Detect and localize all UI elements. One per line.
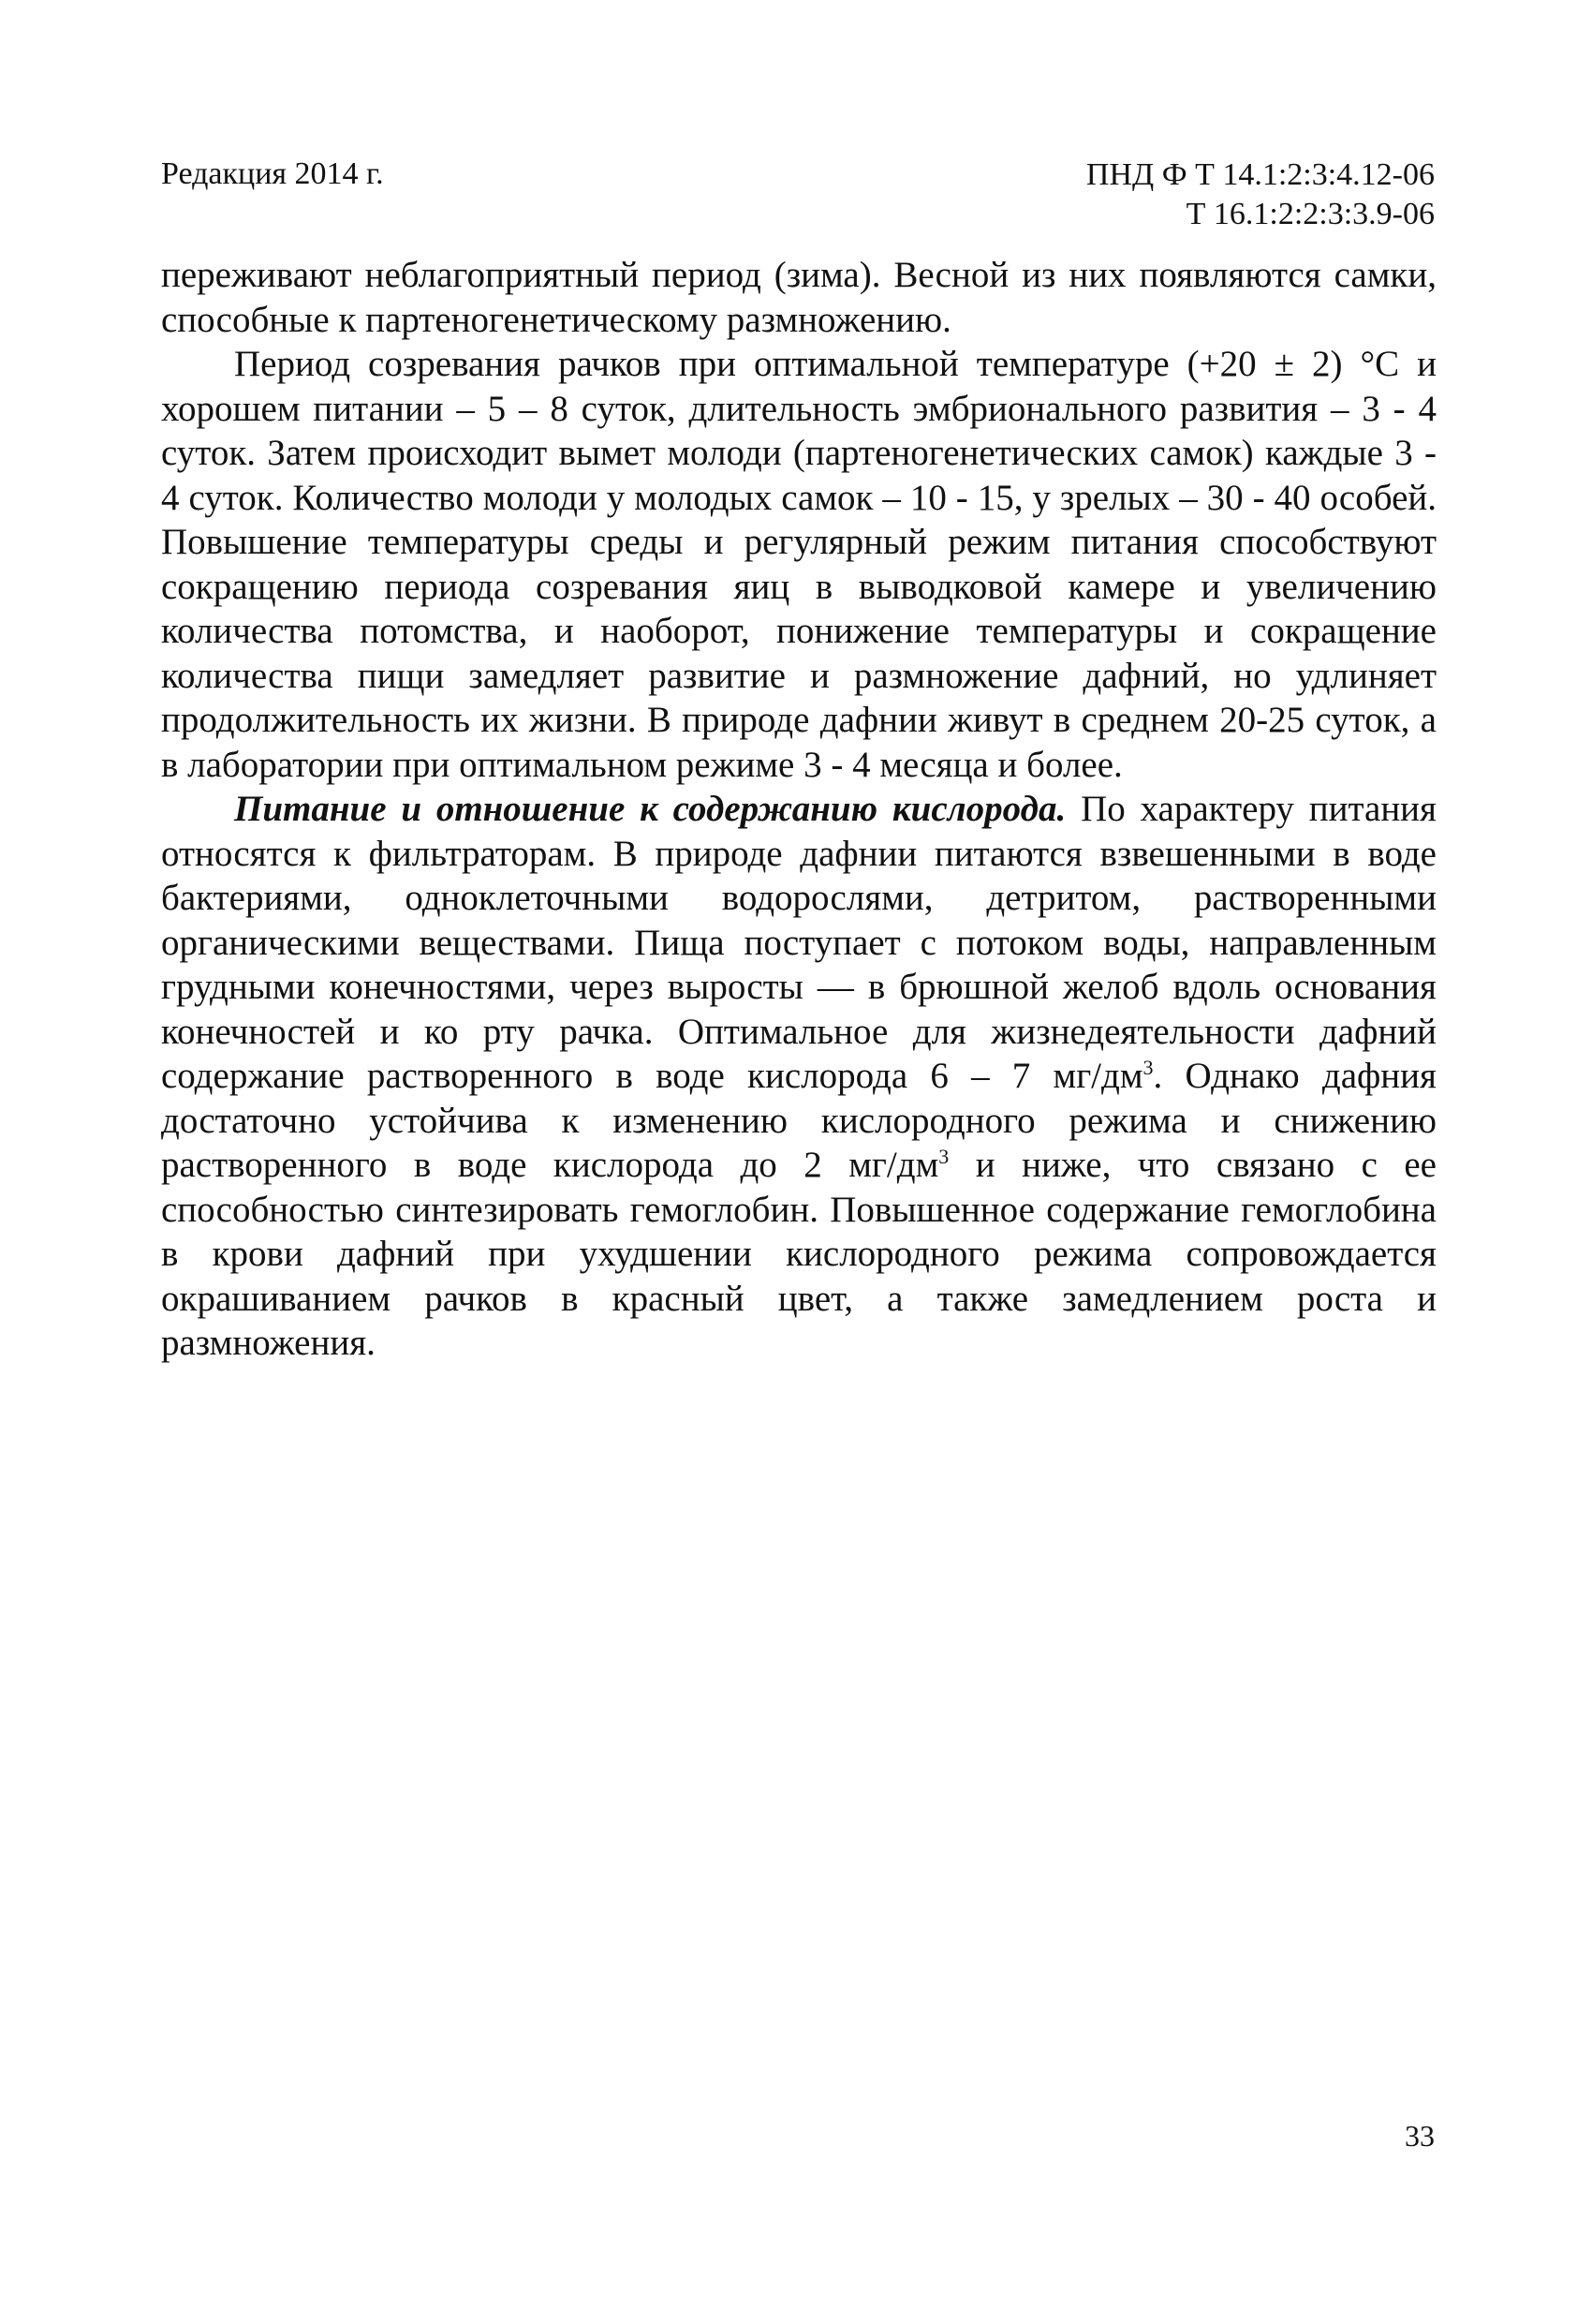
paragraph-continuation: переживают неблагоприятный период (зима). Весной из них появляются самки, способные к партеногенетическому размножению. <box>161 255 1437 340</box>
paragraph-text-part-1: По характеру питания относятся к фильтраторам. В природе дафнии питаются взвешенными в воде бактериями, одноклеточными водорослями, детритом, растворенными органическими веществами. Пища поступает с потоком воды, направленным грудными конечностями, через выросты — в брюшной желоб вдоль основания конечностей и ко рту рачка. Оптимальное для жизнедеятельности дафний содержание растворенного в воде кислорода 6 – 7 мг/дм <box>161 789 1437 1096</box>
page-number: 33 <box>1405 2119 1435 2153</box>
paragraph-text-part-2: . Однако дафния достаточно устойчива к изменению кислородного режима и снижению растворенного в воде кислорода до 2 мг/дм <box>161 1056 1437 1185</box>
superscript-3: 3 <box>938 1145 950 1168</box>
edition-label: Редакция 2014 г. <box>161 156 384 191</box>
paragraph-text-part-3: и ниже, что связано с ее способностью синтезировать гемоглобин. Повышенное содержание гемоглобина в крови дафний при ухудшении кислородного режима сопровождается окрашиванием рачков в красный цвет, а также замедлением роста и размножения. <box>161 1145 1437 1363</box>
section-heading-nutrition: Питание и отношение к содержанию кислорода. <box>234 789 1067 829</box>
superscript-3: 3 <box>1142 1056 1154 1079</box>
paragraph-nutrition-oxygen <box>161 787 1437 1366</box>
paragraph-maturation-period: Период созревания рачков при оптимальной температуре (+20 ± 2) °С и хорошем питании – 5 – 8 суток, длительность эмбрионального развития – 3 - 4 суток. Затем происходит вымет молоди (партеногенетических самок) каждые 3 - 4 суток. Количество молоди у молодых самок – 10 - 15, у зрелых – 30 - 40 особей. Повышение температуры среды и регулярный режим питания способствуют сокращению периода созревания яиц в выводковой камере и увеличению количества потомства, и наоборот, понижение температуры и сокращение количества пищи замедляет развитие и размножение дафний, но удлиняет продолжительность их жизни. В природе дафнии живут в среднем 20-25 суток, а в лаборатории при оптимальном режиме 3 - 4 месяца и более. <box>161 344 1437 785</box>
document-code-line-1: ПНД Ф Т 14.1:2:3:4.12-06 <box>1085 157 1435 192</box>
document-code-line-2: Т 16.1:2:2:3:3.9-06 <box>1186 197 1435 231</box>
body-text <box>161 253 1437 1366</box>
document-code <box>1086 155 1435 234</box>
